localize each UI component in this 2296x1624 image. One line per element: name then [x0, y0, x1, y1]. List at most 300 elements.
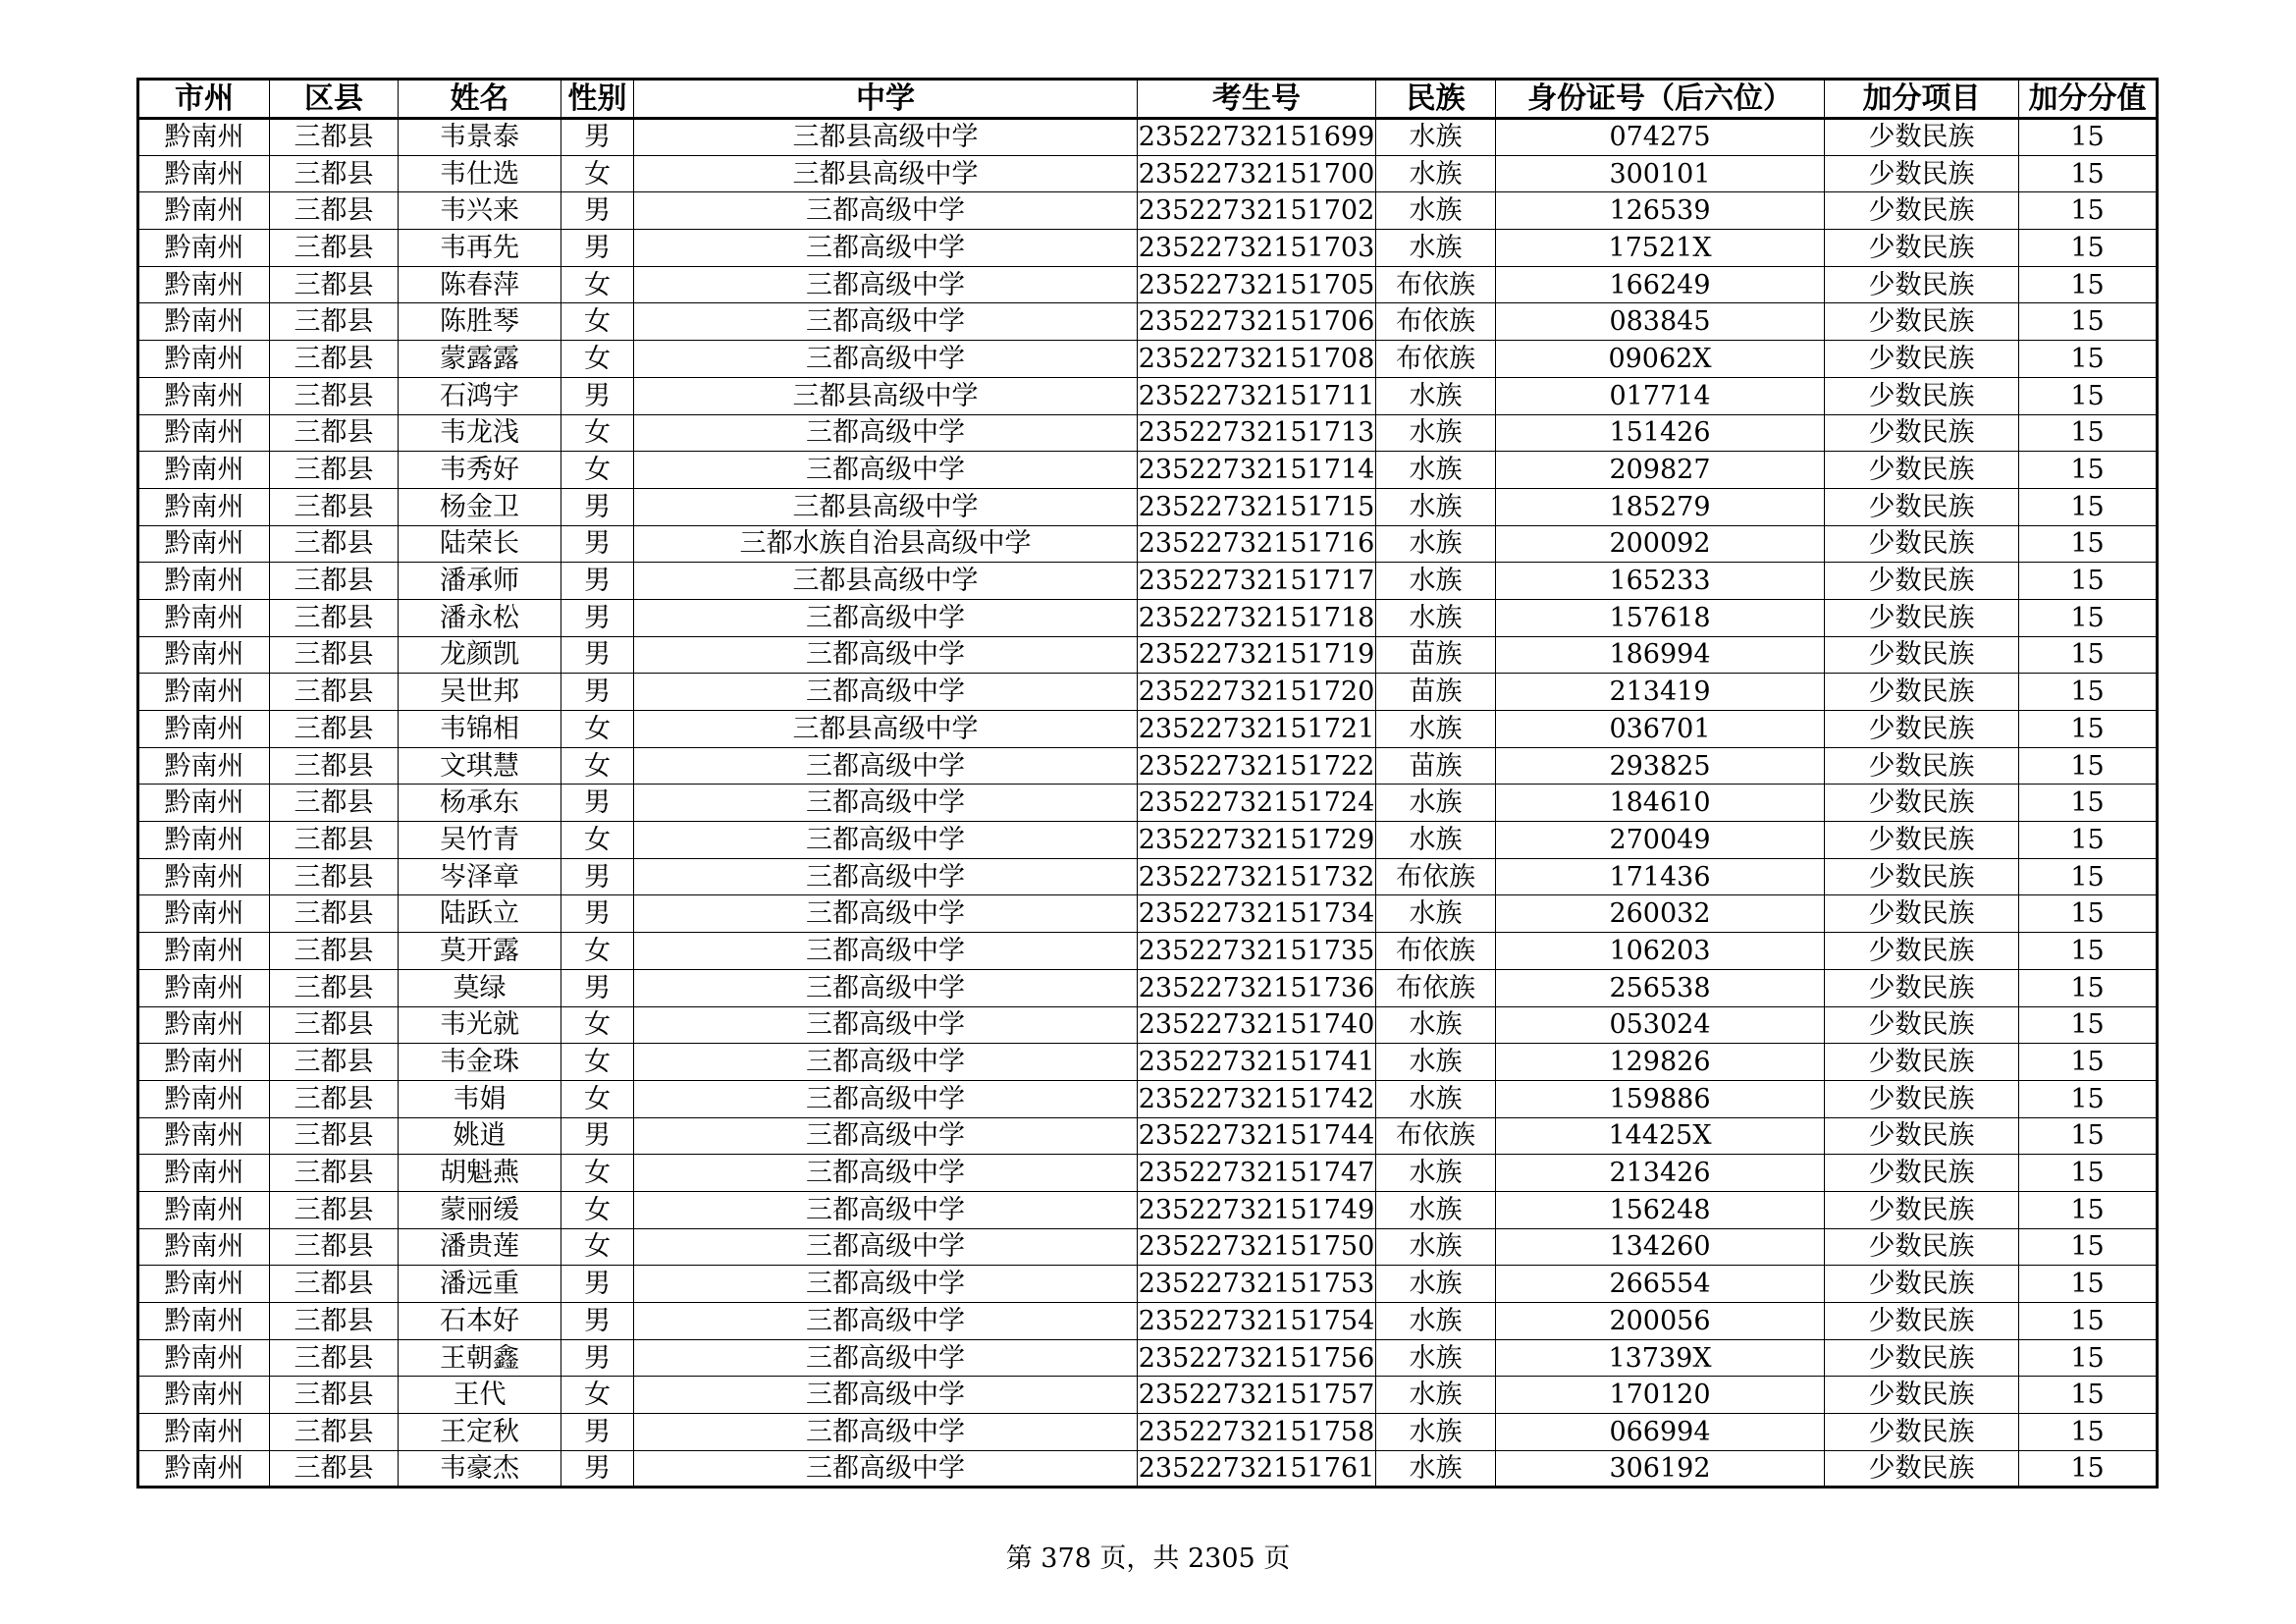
- cell-bonus-points: 15: [2019, 1155, 2158, 1192]
- cell-county: 三都县: [270, 1339, 399, 1377]
- cell-bonus-points: 15: [2019, 1228, 2158, 1266]
- cell-ethnicity: 水族: [1376, 1228, 1496, 1266]
- cell-name: 陆跃立: [399, 895, 561, 933]
- cell-name: 杨金卫: [399, 488, 561, 525]
- cell-bonus-points: 15: [2019, 303, 2158, 341]
- table-row: [138, 785, 2158, 822]
- cell-name: 陈春萍: [399, 266, 561, 303]
- cell-exam-number: 23522732151740: [1138, 1006, 1376, 1044]
- cell-school: 三都高级中学: [634, 1006, 1138, 1044]
- cell-gender: 男: [561, 674, 634, 711]
- cell-school: 三都高级中学: [634, 266, 1138, 303]
- cell-bonus-points: 15: [2019, 785, 2158, 822]
- cell-school: 三都县高级中学: [634, 377, 1138, 414]
- cell-name: 胡魁燕: [399, 1155, 561, 1192]
- cell-bonus-item: 少数民族: [1825, 969, 2019, 1006]
- cell-gender: 女: [561, 1191, 634, 1228]
- cell-city: 黔南州: [138, 858, 270, 895]
- cell-school: 三都县高级中学: [634, 119, 1138, 156]
- cell-id-last-six: 293825: [1496, 747, 1825, 785]
- cell-name: 潘远重: [399, 1266, 561, 1303]
- cell-exam-number: 23522732151735: [1138, 933, 1376, 970]
- header-county: 区县: [270, 80, 399, 119]
- cell-ethnicity: 水族: [1376, 119, 1496, 156]
- cell-exam-number: 23522732151713: [1138, 414, 1376, 452]
- cell-school: 三都高级中学: [634, 933, 1138, 970]
- cell-gender: 女: [561, 303, 634, 341]
- cell-school: 三都高级中学: [634, 192, 1138, 230]
- cell-id-last-six: 260032: [1496, 895, 1825, 933]
- cell-exam-number: 23522732151718: [1138, 599, 1376, 636]
- cell-name: 韦锦相: [399, 711, 561, 748]
- cell-ethnicity: 水族: [1376, 377, 1496, 414]
- cell-city: 黔南州: [138, 563, 270, 600]
- cell-bonus-item: 少数民族: [1825, 192, 2019, 230]
- cell-gender: 男: [561, 230, 634, 267]
- cell-ethnicity: 水族: [1376, 230, 1496, 267]
- cell-name: 潘承师: [399, 563, 561, 600]
- table-row: [138, 1117, 2158, 1155]
- cell-gender: 男: [561, 488, 634, 525]
- cell-bonus-item: 少数民族: [1825, 377, 2019, 414]
- cell-id-last-six: 053024: [1496, 1006, 1825, 1044]
- table-header: [138, 80, 2158, 119]
- cell-county: 三都县: [270, 1191, 399, 1228]
- cell-school: 三都高级中学: [634, 414, 1138, 452]
- cell-city: 黔南州: [138, 636, 270, 674]
- cell-ethnicity: 水族: [1376, 1414, 1496, 1451]
- cell-name: 文琪慧: [399, 747, 561, 785]
- table-row: [138, 1339, 2158, 1377]
- cell-bonus-points: 15: [2019, 858, 2158, 895]
- cell-ethnicity: 水族: [1376, 488, 1496, 525]
- cell-exam-number: 23522732151717: [1138, 563, 1376, 600]
- cell-bonus-points: 15: [2019, 452, 2158, 489]
- cell-id-last-six: 106203: [1496, 933, 1825, 970]
- cell-gender: 男: [561, 599, 634, 636]
- cell-name: 莫绿: [399, 969, 561, 1006]
- header-city: 市州: [138, 80, 270, 119]
- cell-ethnicity: 水族: [1376, 785, 1496, 822]
- cell-bonus-item: 少数民族: [1825, 1303, 2019, 1340]
- cell-bonus-points: 15: [2019, 1339, 2158, 1377]
- cell-bonus-points: 15: [2019, 747, 2158, 785]
- cell-school: 三都高级中学: [634, 1044, 1138, 1081]
- cell-bonus-points: 15: [2019, 230, 2158, 267]
- cell-county: 三都县: [270, 636, 399, 674]
- table-row: [138, 452, 2158, 489]
- cell-id-last-six: 171436: [1496, 858, 1825, 895]
- header-ethnicity: 民族: [1376, 80, 1496, 119]
- cell-exam-number: 23522732151754: [1138, 1303, 1376, 1340]
- cell-id-last-six: 213426: [1496, 1155, 1825, 1192]
- cell-exam-number: 23522732151716: [1138, 525, 1376, 563]
- cell-exam-number: 23522732151708: [1138, 341, 1376, 378]
- cell-bonus-points: 15: [2019, 933, 2158, 970]
- cell-name: 王朝鑫: [399, 1339, 561, 1377]
- cell-id-last-six: 184610: [1496, 785, 1825, 822]
- cell-id-last-six: 134260: [1496, 1228, 1825, 1266]
- cell-name: 潘永松: [399, 599, 561, 636]
- cell-county: 三都县: [270, 1155, 399, 1192]
- table-row: [138, 1080, 2158, 1117]
- cell-school: 三都县高级中学: [634, 488, 1138, 525]
- cell-ethnicity: 布依族: [1376, 858, 1496, 895]
- cell-bonus-item: 少数民族: [1825, 1377, 2019, 1414]
- cell-gender: 男: [561, 858, 634, 895]
- cell-bonus-item: 少数民族: [1825, 747, 2019, 785]
- cell-gender: 男: [561, 525, 634, 563]
- header-bonus-item: 加分项目: [1825, 80, 2019, 119]
- cell-exam-number: 23522732151744: [1138, 1117, 1376, 1155]
- cell-name: 石本好: [399, 1303, 561, 1340]
- table-row: [138, 1266, 2158, 1303]
- cell-bonus-points: 15: [2019, 1266, 2158, 1303]
- cell-name: 韦再先: [399, 230, 561, 267]
- cell-ethnicity: 苗族: [1376, 674, 1496, 711]
- cell-exam-number: 23522732151729: [1138, 822, 1376, 859]
- cell-bonus-item: 少数民族: [1825, 895, 2019, 933]
- cell-city: 黔南州: [138, 1117, 270, 1155]
- table-row: [138, 636, 2158, 674]
- cell-name: 韦豪杰: [399, 1450, 561, 1488]
- cell-bonus-points: 15: [2019, 636, 2158, 674]
- cell-county: 三都县: [270, 822, 399, 859]
- cell-name: 韦兴来: [399, 192, 561, 230]
- cell-bonus-points: 15: [2019, 119, 2158, 156]
- cell-bonus-item: 少数民族: [1825, 119, 2019, 156]
- table-row: [138, 1228, 2158, 1266]
- cell-id-last-six: 186994: [1496, 636, 1825, 674]
- cell-id-last-six: 166249: [1496, 266, 1825, 303]
- cell-name: 韦景泰: [399, 119, 561, 156]
- cell-county: 三都县: [270, 1006, 399, 1044]
- cell-city: 黔南州: [138, 1339, 270, 1377]
- cell-bonus-item: 少数民族: [1825, 525, 2019, 563]
- cell-gender: 男: [561, 895, 634, 933]
- cell-exam-number: 23522732151736: [1138, 969, 1376, 1006]
- cell-city: 黔南州: [138, 341, 270, 378]
- cell-bonus-points: 15: [2019, 1117, 2158, 1155]
- cell-ethnicity: 水族: [1376, 1155, 1496, 1192]
- cell-county: 三都县: [270, 119, 399, 156]
- cell-school: 三都高级中学: [634, 1080, 1138, 1117]
- cell-bonus-points: 15: [2019, 822, 2158, 859]
- cell-ethnicity: 水族: [1376, 822, 1496, 859]
- cell-gender: 男: [561, 192, 634, 230]
- table-row: [138, 230, 2158, 267]
- cell-bonus-points: 15: [2019, 674, 2158, 711]
- cell-name: 石鸿宇: [399, 377, 561, 414]
- header-gender: 性别: [561, 80, 634, 119]
- table-row: [138, 341, 2158, 378]
- cell-exam-number: 23522732151715: [1138, 488, 1376, 525]
- cell-id-last-six: 200056: [1496, 1303, 1825, 1340]
- cell-bonus-points: 15: [2019, 711, 2158, 748]
- cell-bonus-points: 15: [2019, 1303, 2158, 1340]
- cell-bonus-item: 少数民族: [1825, 858, 2019, 895]
- table-row: [138, 155, 2158, 192]
- cell-county: 三都县: [270, 933, 399, 970]
- cell-gender: 女: [561, 1228, 634, 1266]
- cell-gender: 男: [561, 1117, 634, 1155]
- cell-school: 三都高级中学: [634, 303, 1138, 341]
- cell-county: 三都县: [270, 1377, 399, 1414]
- cell-city: 黔南州: [138, 192, 270, 230]
- table-row: [138, 711, 2158, 748]
- cell-school: 三都高级中学: [634, 1303, 1138, 1340]
- cell-id-last-six: 017714: [1496, 377, 1825, 414]
- cell-city: 黔南州: [138, 895, 270, 933]
- cell-county: 三都县: [270, 525, 399, 563]
- cell-bonus-item: 少数民族: [1825, 266, 2019, 303]
- cell-school: 三都县高级中学: [634, 711, 1138, 748]
- table-row: [138, 1044, 2158, 1081]
- cell-name: 龙颜凯: [399, 636, 561, 674]
- table-row: [138, 119, 2158, 156]
- cell-ethnicity: 水族: [1376, 1303, 1496, 1340]
- cell-school: 三都高级中学: [634, 1155, 1138, 1192]
- cell-exam-number: 23522732151756: [1138, 1339, 1376, 1377]
- cell-bonus-item: 少数民族: [1825, 1266, 2019, 1303]
- table-row: [138, 933, 2158, 970]
- cell-exam-number: 23522732151705: [1138, 266, 1376, 303]
- cell-city: 黔南州: [138, 1228, 270, 1266]
- cell-ethnicity: 水族: [1376, 1450, 1496, 1488]
- cell-gender: 女: [561, 414, 634, 452]
- cell-county: 三都县: [270, 599, 399, 636]
- cell-bonus-item: 少数民族: [1825, 599, 2019, 636]
- cell-county: 三都县: [270, 341, 399, 378]
- cell-name: 蒙露露: [399, 341, 561, 378]
- cell-school: 三都高级中学: [634, 1414, 1138, 1451]
- header-name: 姓名: [399, 80, 561, 119]
- cell-school: 三都高级中学: [634, 1377, 1138, 1414]
- cell-exam-number: 23522732151699: [1138, 119, 1376, 156]
- cell-bonus-item: 少数民族: [1825, 636, 2019, 674]
- cell-school: 三都高级中学: [634, 858, 1138, 895]
- cell-bonus-item: 少数民族: [1825, 1414, 2019, 1451]
- registration-table: [136, 78, 2159, 1489]
- cell-name: 陆荣长: [399, 525, 561, 563]
- table-row: [138, 1377, 2158, 1414]
- cell-name: 蒙丽缓: [399, 1191, 561, 1228]
- table-row: [138, 969, 2158, 1006]
- cell-county: 三都县: [270, 711, 399, 748]
- cell-id-last-six: 200092: [1496, 525, 1825, 563]
- cell-bonus-item: 少数民族: [1825, 230, 2019, 267]
- cell-ethnicity: 布依族: [1376, 303, 1496, 341]
- cell-city: 黔南州: [138, 1450, 270, 1488]
- cell-city: 黔南州: [138, 230, 270, 267]
- cell-id-last-six: 185279: [1496, 488, 1825, 525]
- cell-name: 姚逍: [399, 1117, 561, 1155]
- cell-school: 三都高级中学: [634, 1228, 1138, 1266]
- cell-name: 岑泽章: [399, 858, 561, 895]
- cell-city: 黔南州: [138, 266, 270, 303]
- cell-ethnicity: 布依族: [1376, 969, 1496, 1006]
- cell-city: 黔南州: [138, 1414, 270, 1451]
- cell-name: 韦龙浅: [399, 414, 561, 452]
- cell-county: 三都县: [270, 1117, 399, 1155]
- cell-name: 莫开露: [399, 933, 561, 970]
- cell-name: 王定秋: [399, 1414, 561, 1451]
- cell-ethnicity: 布依族: [1376, 933, 1496, 970]
- cell-id-last-six: 266554: [1496, 1266, 1825, 1303]
- cell-id-last-six: 151426: [1496, 414, 1825, 452]
- cell-bonus-points: 15: [2019, 599, 2158, 636]
- cell-county: 三都县: [270, 969, 399, 1006]
- cell-bonus-points: 15: [2019, 377, 2158, 414]
- cell-county: 三都县: [270, 858, 399, 895]
- cell-bonus-item: 少数民族: [1825, 1080, 2019, 1117]
- cell-county: 三都县: [270, 414, 399, 452]
- cell-bonus-item: 少数民族: [1825, 488, 2019, 525]
- cell-bonus-item: 少数民族: [1825, 1191, 2019, 1228]
- cell-county: 三都县: [270, 452, 399, 489]
- header-id-last-six: 身份证号（后六位）: [1496, 80, 1825, 119]
- cell-school: 三都高级中学: [634, 1117, 1138, 1155]
- cell-county: 三都县: [270, 674, 399, 711]
- table-row: [138, 747, 2158, 785]
- cell-id-last-six: 165233: [1496, 563, 1825, 600]
- cell-name: 杨承东: [399, 785, 561, 822]
- cell-city: 黔南州: [138, 377, 270, 414]
- cell-id-last-six: 14425X: [1496, 1117, 1825, 1155]
- cell-county: 三都县: [270, 1228, 399, 1266]
- cell-county: 三都县: [270, 785, 399, 822]
- cell-id-last-six: 083845: [1496, 303, 1825, 341]
- cell-gender: 女: [561, 1080, 634, 1117]
- cell-id-last-six: 129826: [1496, 1044, 1825, 1081]
- cell-name: 王代: [399, 1377, 561, 1414]
- cell-school: 三都高级中学: [634, 1191, 1138, 1228]
- cell-school: 三都高级中学: [634, 674, 1138, 711]
- cell-bonus-item: 少数民族: [1825, 1339, 2019, 1377]
- cell-gender: 女: [561, 933, 634, 970]
- cell-id-last-six: 09062X: [1496, 341, 1825, 378]
- table-row: [138, 1414, 2158, 1451]
- cell-id-last-six: 036701: [1496, 711, 1825, 748]
- table-body: [138, 119, 2158, 1488]
- header-exam-number: 考生号: [1138, 80, 1376, 119]
- cell-city: 黔南州: [138, 1155, 270, 1192]
- cell-name: 吴世邦: [399, 674, 561, 711]
- cell-bonus-item: 少数民族: [1825, 1228, 2019, 1266]
- cell-school: 三都高级中学: [634, 822, 1138, 859]
- cell-bonus-item: 少数民族: [1825, 452, 2019, 489]
- cell-exam-number: 23522732151749: [1138, 1191, 1376, 1228]
- cell-gender: 女: [561, 1044, 634, 1081]
- cell-city: 黔南州: [138, 674, 270, 711]
- cell-bonus-points: 15: [2019, 1414, 2158, 1451]
- cell-exam-number: 23522732151742: [1138, 1080, 1376, 1117]
- cell-bonus-item: 少数民族: [1825, 1006, 2019, 1044]
- cell-city: 黔南州: [138, 488, 270, 525]
- cell-id-last-six: 270049: [1496, 822, 1825, 859]
- cell-city: 黔南州: [138, 1266, 270, 1303]
- cell-name: 韦仕选: [399, 155, 561, 192]
- cell-bonus-points: 15: [2019, 1191, 2158, 1228]
- cell-city: 黔南州: [138, 155, 270, 192]
- cell-school: 三都高级中学: [634, 230, 1138, 267]
- cell-bonus-item: 少数民族: [1825, 785, 2019, 822]
- table-row: [138, 858, 2158, 895]
- table-row: [138, 1191, 2158, 1228]
- cell-county: 三都县: [270, 1266, 399, 1303]
- cell-exam-number: 23522732151703: [1138, 230, 1376, 267]
- cell-name: 韦金珠: [399, 1044, 561, 1081]
- cell-ethnicity: 水族: [1376, 1339, 1496, 1377]
- cell-ethnicity: 水族: [1376, 563, 1496, 600]
- cell-id-last-six: 159886: [1496, 1080, 1825, 1117]
- cell-city: 黔南州: [138, 969, 270, 1006]
- cell-county: 三都县: [270, 266, 399, 303]
- cell-school: 三都高级中学: [634, 1266, 1138, 1303]
- cell-county: 三都县: [270, 377, 399, 414]
- cell-name: 潘贵莲: [399, 1228, 561, 1266]
- cell-bonus-points: 15: [2019, 1377, 2158, 1414]
- cell-bonus-points: 15: [2019, 341, 2158, 378]
- cell-name: 韦光就: [399, 1006, 561, 1044]
- cell-county: 三都县: [270, 303, 399, 341]
- table-row: [138, 1450, 2158, 1488]
- cell-school: 三都高级中学: [634, 452, 1138, 489]
- cell-bonus-item: 少数民族: [1825, 1044, 2019, 1081]
- cell-exam-number: 23522732151722: [1138, 747, 1376, 785]
- cell-exam-number: 23522732151753: [1138, 1266, 1376, 1303]
- cell-name: 陈胜琴: [399, 303, 561, 341]
- cell-school: 三都高级中学: [634, 341, 1138, 378]
- cell-id-last-six: 157618: [1496, 599, 1825, 636]
- cell-ethnicity: 水族: [1376, 1266, 1496, 1303]
- cell-city: 黔南州: [138, 1377, 270, 1414]
- cell-id-last-six: 074275: [1496, 119, 1825, 156]
- cell-gender: 女: [561, 155, 634, 192]
- cell-city: 黔南州: [138, 119, 270, 156]
- page-footer: 第 378 页，共 2305 页: [1005, 1543, 1291, 1574]
- cell-gender: 男: [561, 563, 634, 600]
- cell-ethnicity: 水族: [1376, 1044, 1496, 1081]
- cell-bonus-points: 15: [2019, 1006, 2158, 1044]
- cell-ethnicity: 布依族: [1376, 266, 1496, 303]
- cell-county: 三都县: [270, 192, 399, 230]
- cell-exam-number: 23522732151700: [1138, 155, 1376, 192]
- cell-county: 三都县: [270, 155, 399, 192]
- cell-county: 三都县: [270, 1414, 399, 1451]
- cell-school: 三都高级中学: [634, 895, 1138, 933]
- cell-exam-number: 23522732151732: [1138, 858, 1376, 895]
- cell-gender: 男: [561, 1303, 634, 1340]
- cell-gender: 女: [561, 341, 634, 378]
- cell-gender: 男: [561, 1450, 634, 1488]
- cell-city: 黔南州: [138, 1080, 270, 1117]
- cell-county: 三都县: [270, 1303, 399, 1340]
- cell-name: 韦娟: [399, 1080, 561, 1117]
- cell-school: 三都县高级中学: [634, 155, 1138, 192]
- cell-city: 黔南州: [138, 525, 270, 563]
- table-row: [138, 822, 2158, 859]
- cell-bonus-points: 15: [2019, 1080, 2158, 1117]
- cell-ethnicity: 水族: [1376, 599, 1496, 636]
- cell-bonus-item: 少数民族: [1825, 933, 2019, 970]
- cell-city: 黔南州: [138, 303, 270, 341]
- cell-exam-number: 23522732151750: [1138, 1228, 1376, 1266]
- cell-school: 三都高级中学: [634, 969, 1138, 1006]
- cell-ethnicity: 水族: [1376, 711, 1496, 748]
- cell-ethnicity: 水族: [1376, 155, 1496, 192]
- cell-gender: 女: [561, 747, 634, 785]
